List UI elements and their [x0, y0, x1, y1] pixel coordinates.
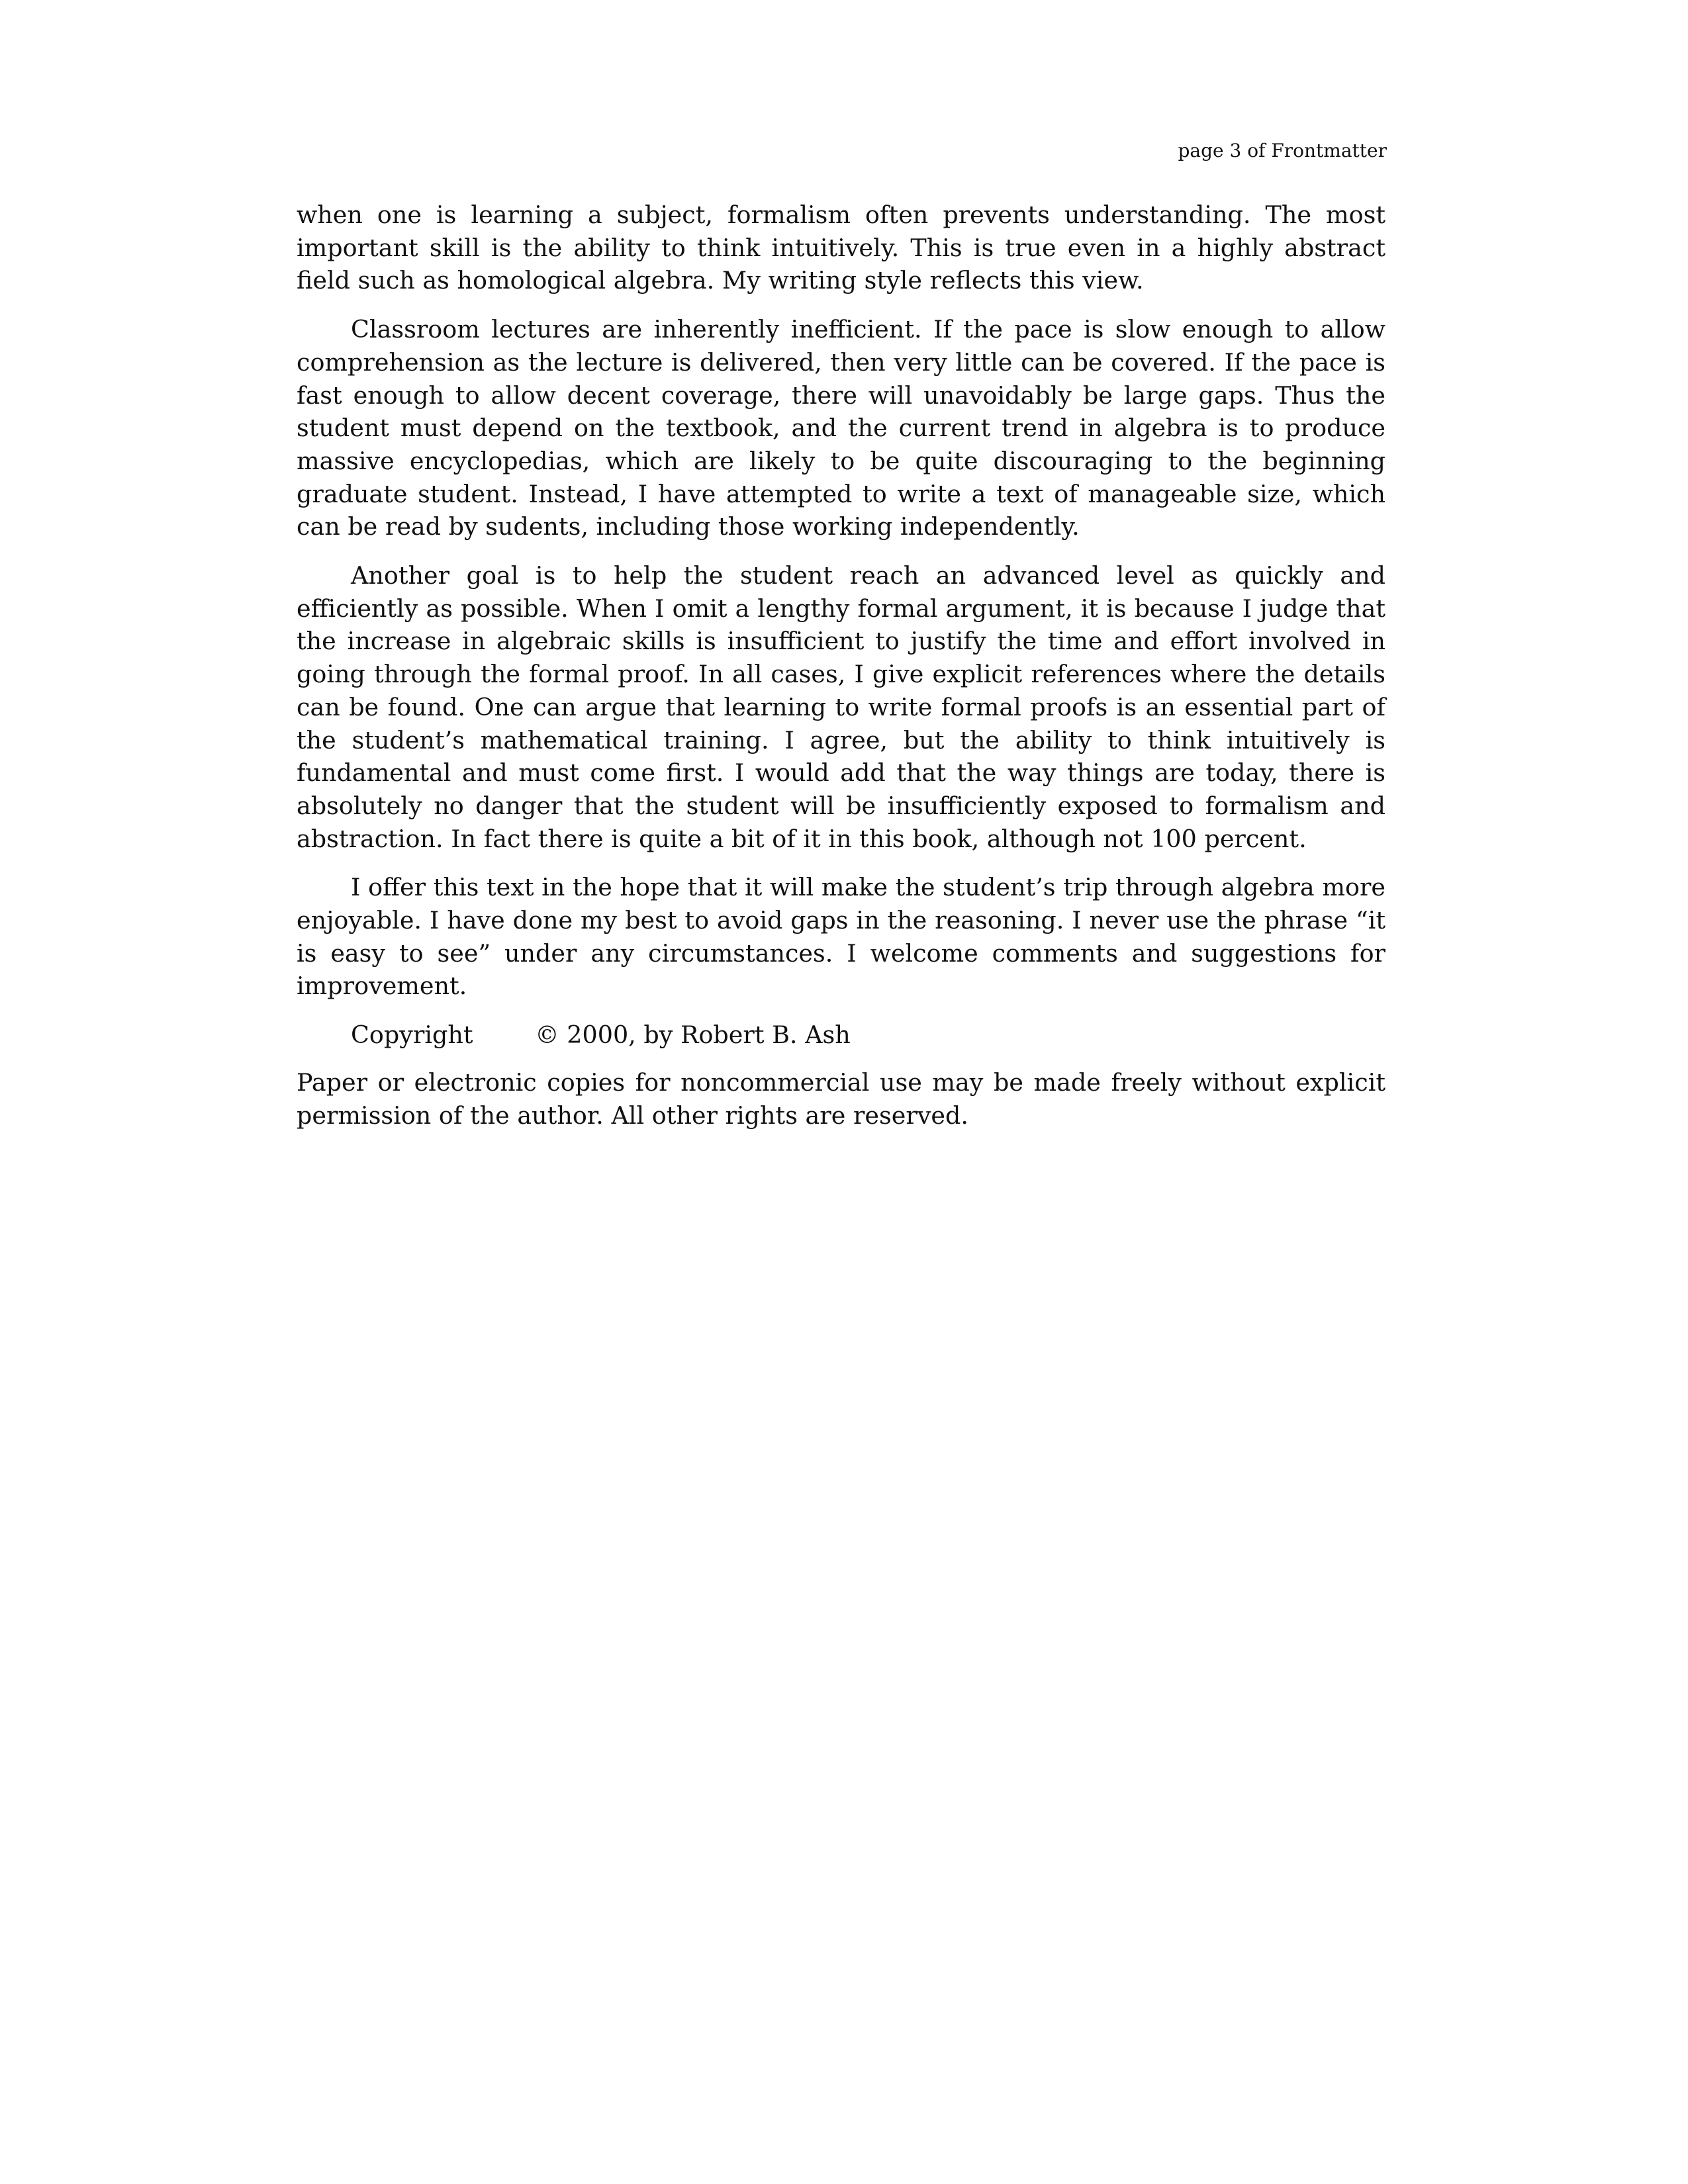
running-head: page 3 of Frontmatter — [1178, 140, 1387, 161]
copyright-prefix: Copyright — [351, 1021, 473, 1050]
paragraph-lectures: Classroom lectures are inherently inefficient. If the pace is slow enough to allow comprehension as the lecture is delivered, then very little can be covered. If the pace is fast enough to allow decent coverage, there will unavoidably be large gaps. Thus the student must depend on the textbook, and the current trend in algebra is to produce massive encyclopedias, which are likely to be quite discouraging to the beginning graduate student. Instead, I have attempted to write a text of manageable size, which can be read by sudents, including those working independently. — [297, 315, 1385, 541]
copyright-icon: © — [535, 1021, 559, 1050]
copyright-suffix: 2000, by Robert B. Ash — [567, 1021, 851, 1050]
paragraph-formalism: when one is learning a subject, formalism often prevents understanding. The most important skill is the ability to think intuitively. This is true even in a highly abstract field such as homological algebra. My writing style reflects this view. — [297, 201, 1385, 295]
paragraph-offer: I offer this text in the hope that it will make the student’s trip through algebra more enjoyable. I have done my best to avoid gaps in the reasoning. I never use the phrase “it is easy to see” under any circumstances. I welcome comments and suggestions for improvement. — [297, 873, 1385, 1001]
body-text — [297, 199, 1385, 1148]
copyright-line — [297, 1019, 1385, 1052]
paragraph-goal: Another goal is to help the student reach an advanced level as quickly and efficiently as possible. When I omit a lengthy formal argument, it is because I judge that the increase in algebraic skills is insufficient to justify the time and effort involved in going through the formal proof. In all cases, I give explicit references where the details can be found. One can argue that learning to write formal proofs is an essential part of the student’s mathematical training. I agree, but the ability to think intuitively is fundamental and must come first. I would add that the way things are today, there is absolutely no danger that the student will be insufficiently exposed to formalism and abstraction. In fact there is quite a bit of it in this book, although not 100 percent. — [297, 561, 1385, 853]
paragraph-permissions: Paper or electronic copies for noncommercial use may be made freely without explicit permission of the author. All other rights are reserved. — [297, 1068, 1385, 1130]
